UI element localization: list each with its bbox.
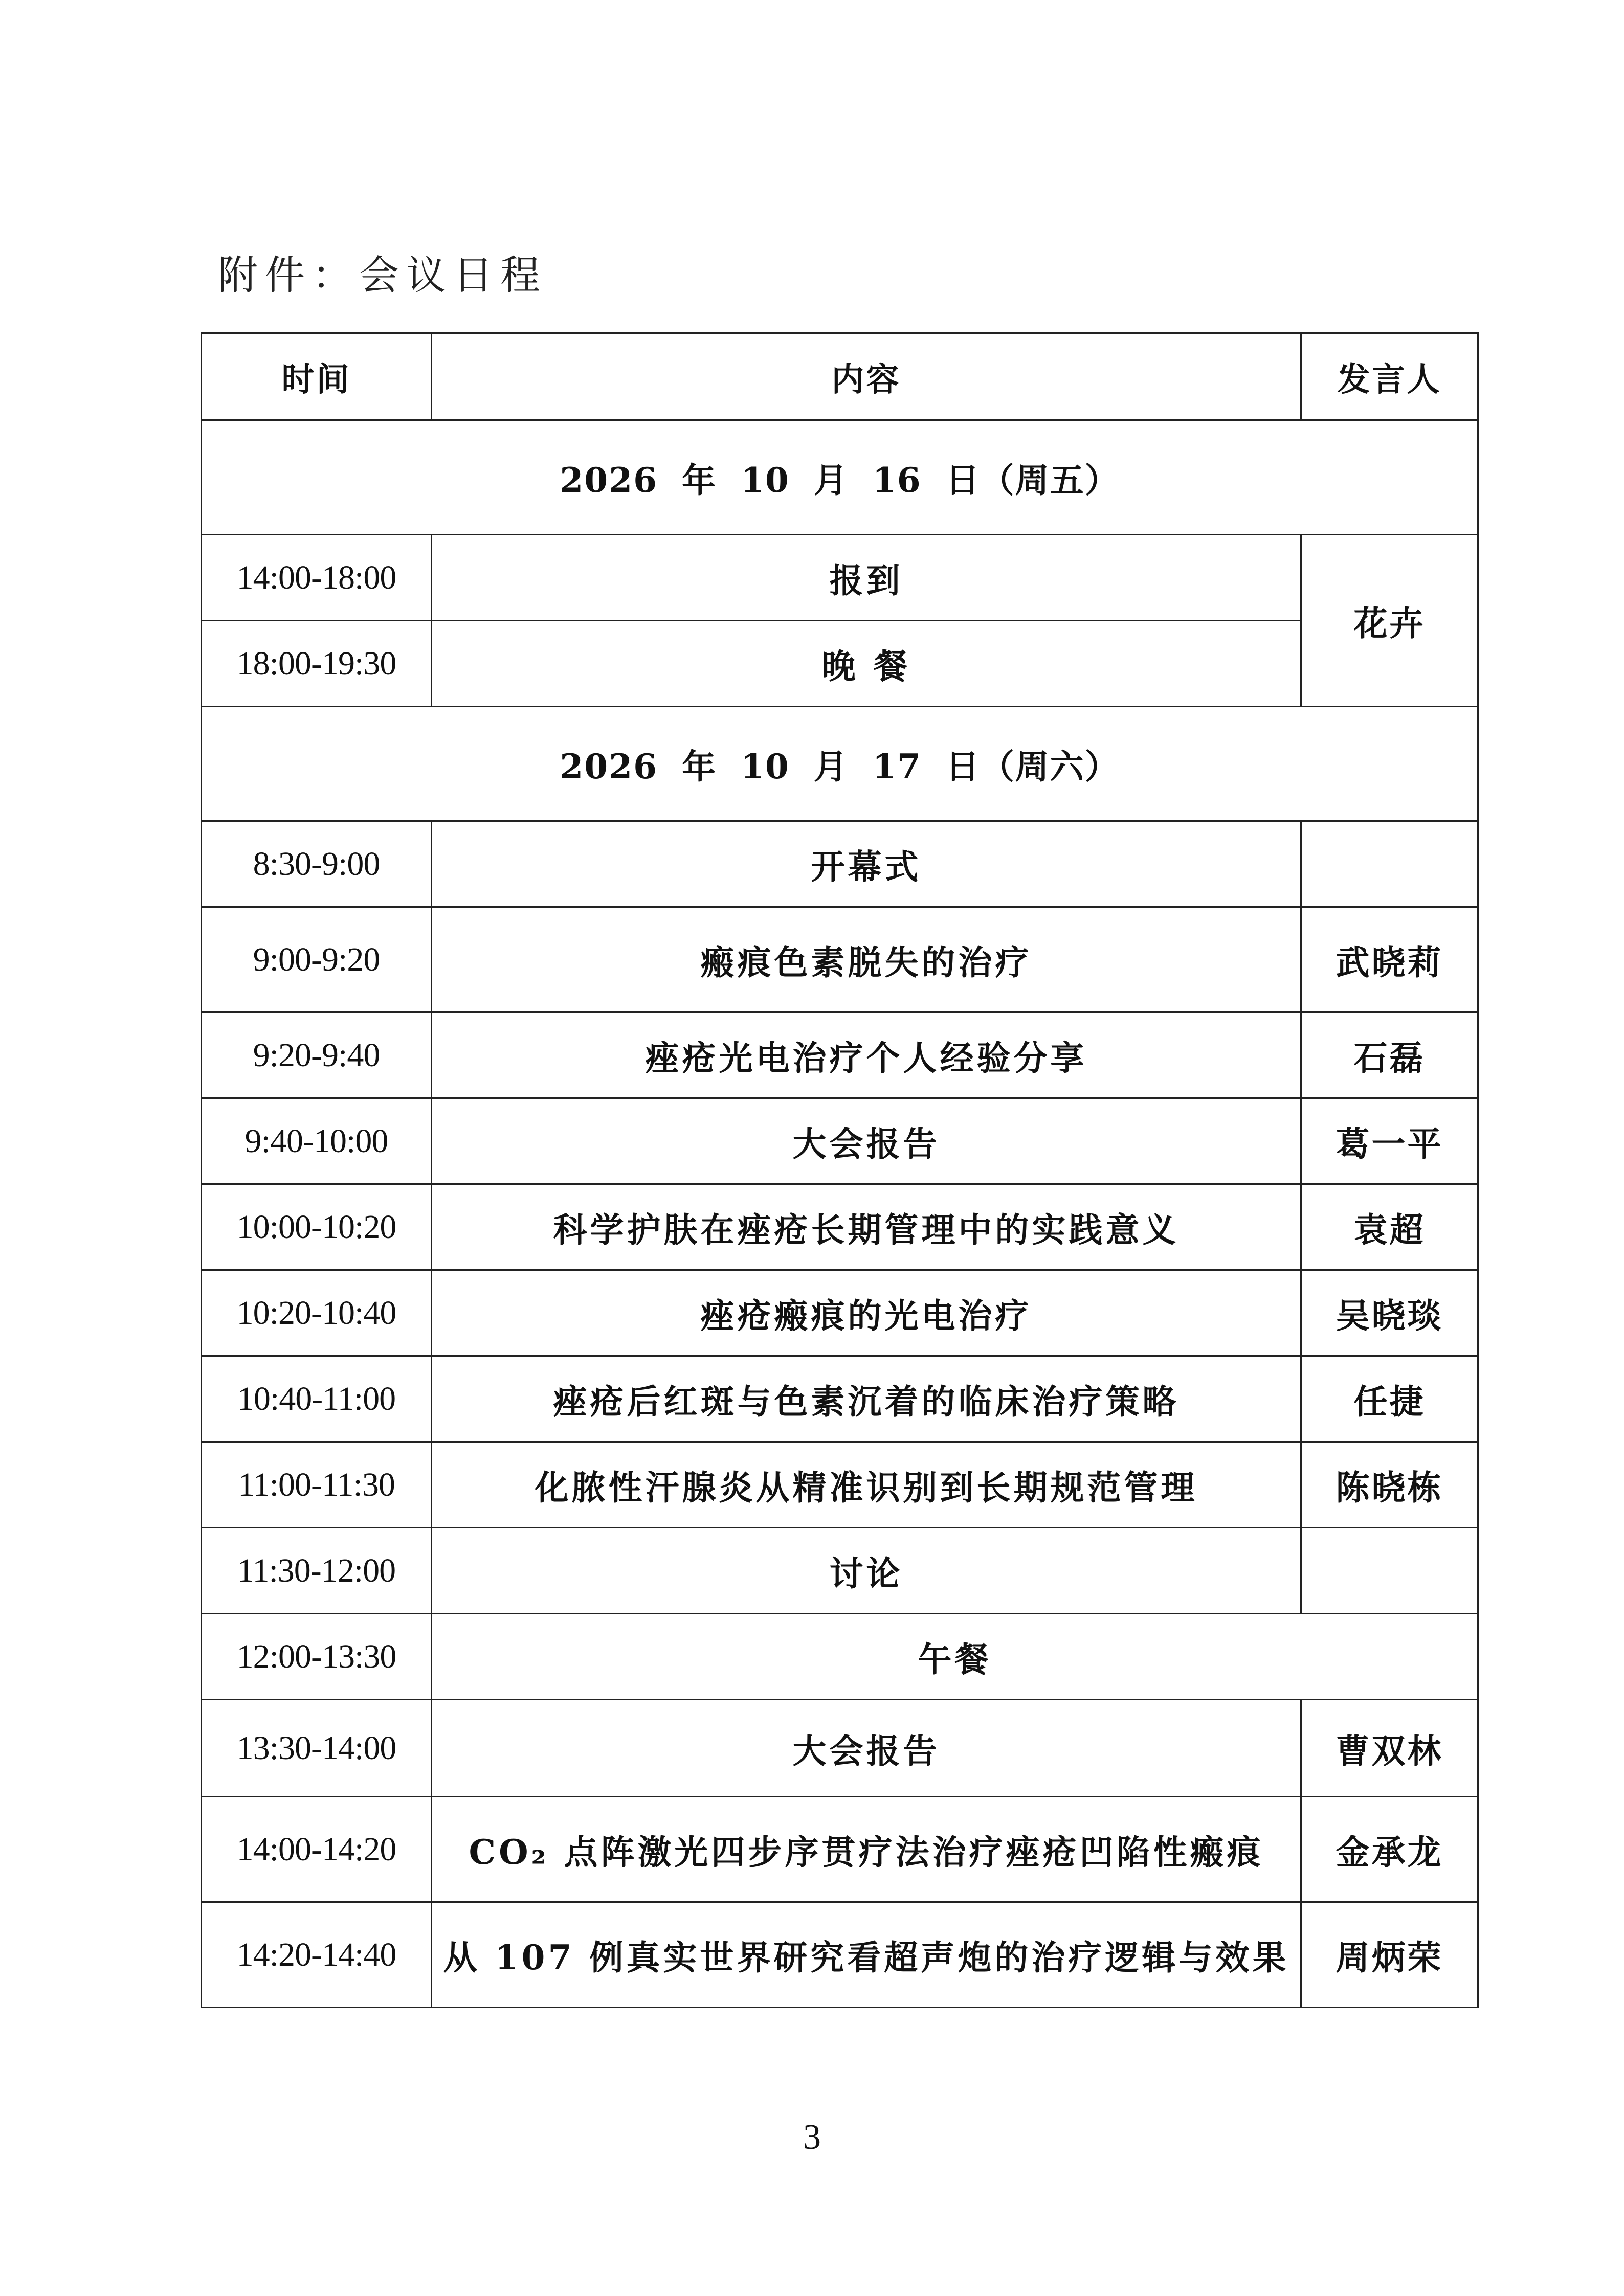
table-row: [202, 1902, 1478, 2008]
speaker-cell: 曹双林: [1301, 1700, 1478, 1797]
content-cell: 痤疮后红斑与色素沉着的临床治疗策略: [432, 1356, 1301, 1442]
table-row: [202, 907, 1478, 1012]
table-row: [202, 1528, 1478, 1614]
content-cell: 化脓性汗腺炎从精准识别到长期规范管理: [432, 1442, 1301, 1528]
date-row-day2: [202, 707, 1478, 821]
speaker-cell: 陈晓栋: [1301, 1442, 1478, 1528]
content-cell: 科学护肤在痤疮长期管理中的实践意义: [432, 1184, 1301, 1270]
lunch-row: [202, 1614, 1478, 1700]
table-row: [202, 1442, 1478, 1528]
content-cell: 痤疮瘢痕的光电治疗: [432, 1270, 1301, 1356]
header-time: 时间: [202, 333, 432, 420]
speaker-cell: 武晓莉: [1301, 907, 1478, 1012]
speaker-cell: [1301, 1528, 1478, 1614]
table-row: [202, 821, 1478, 907]
time-cell: 11:00-11:30: [202, 1442, 432, 1528]
table-row: [202, 1012, 1478, 1098]
time-cell: 18:00-19:30: [202, 621, 432, 707]
content-cell: 开幕式: [432, 821, 1301, 907]
time-cell: 14:00-18:00: [202, 535, 432, 621]
content-cell: 痤疮光电治疗个人经验分享: [432, 1012, 1301, 1098]
table-row: [202, 1356, 1478, 1442]
schedule-table: [201, 332, 1479, 2008]
table-row: [202, 1184, 1478, 1270]
document-title: 附件：会议日程: [218, 253, 548, 299]
time-cell: 14:00-14:20: [202, 1797, 432, 1902]
time-cell: 10:00-10:20: [202, 1184, 432, 1270]
speaker-cell: [1301, 821, 1478, 907]
table-row: [202, 1700, 1478, 1797]
content-cell: 讨论: [432, 1528, 1301, 1614]
content-cell: 晚 餐: [432, 621, 1301, 707]
time-cell: 10:20-10:40: [202, 1270, 432, 1356]
date-cell-day1: 2026 年 10 月 16 日（周五）: [202, 420, 1478, 535]
table-row: [202, 1098, 1478, 1184]
speaker-cell: 石磊: [1301, 1012, 1478, 1098]
time-cell: 14:20-14:40: [202, 1902, 432, 2008]
time-cell: 13:30-14:00: [202, 1700, 432, 1797]
time-cell: 9:40-10:00: [202, 1098, 432, 1184]
table-header-row: [202, 333, 1478, 420]
content-cell: 大会报告: [432, 1700, 1301, 1797]
lunch-cell: 午餐: [432, 1614, 1478, 1700]
time-cell: 9:00-9:20: [202, 907, 432, 1012]
speaker-cell: 周炳荣: [1301, 1902, 1478, 2008]
page-number: 3: [803, 2118, 821, 2157]
table-row: [202, 1797, 1478, 1902]
speaker-cell: 金承龙: [1301, 1797, 1478, 1902]
time-cell: 11:30-12:00: [202, 1528, 432, 1614]
speaker-cell: 花卉: [1301, 535, 1478, 707]
speaker-cell: 葛一平: [1301, 1098, 1478, 1184]
content-cell: 报到: [432, 535, 1301, 621]
table-row: [202, 1270, 1478, 1356]
time-cell: 12:00-13:30: [202, 1614, 432, 1700]
speaker-cell: 袁超: [1301, 1184, 1478, 1270]
content-cell: CO₂ 点阵激光四步序贯疗法治疗痤疮凹陷性瘢痕: [432, 1797, 1301, 1902]
time-cell: 9:20-9:40: [202, 1012, 432, 1098]
content-cell: 大会报告: [432, 1098, 1301, 1184]
date-row-day1: [202, 420, 1478, 535]
speaker-cell: 吴晓琰: [1301, 1270, 1478, 1356]
header-content: 内容: [432, 333, 1301, 420]
table-row: [202, 621, 1478, 707]
table-row: [202, 535, 1478, 621]
date-cell-day2: 2026 年 10 月 17 日（周六）: [202, 707, 1478, 821]
speaker-cell: 任捷: [1301, 1356, 1478, 1442]
header-speaker: 发言人: [1301, 333, 1478, 420]
time-cell: 10:40-11:00: [202, 1356, 432, 1442]
content-cell: 从 107 例真实世界研究看超声炮的治疗逻辑与效果: [432, 1902, 1301, 2008]
time-cell: 8:30-9:00: [202, 821, 432, 907]
content-cell: 瘢痕色素脱失的治疗: [432, 907, 1301, 1012]
